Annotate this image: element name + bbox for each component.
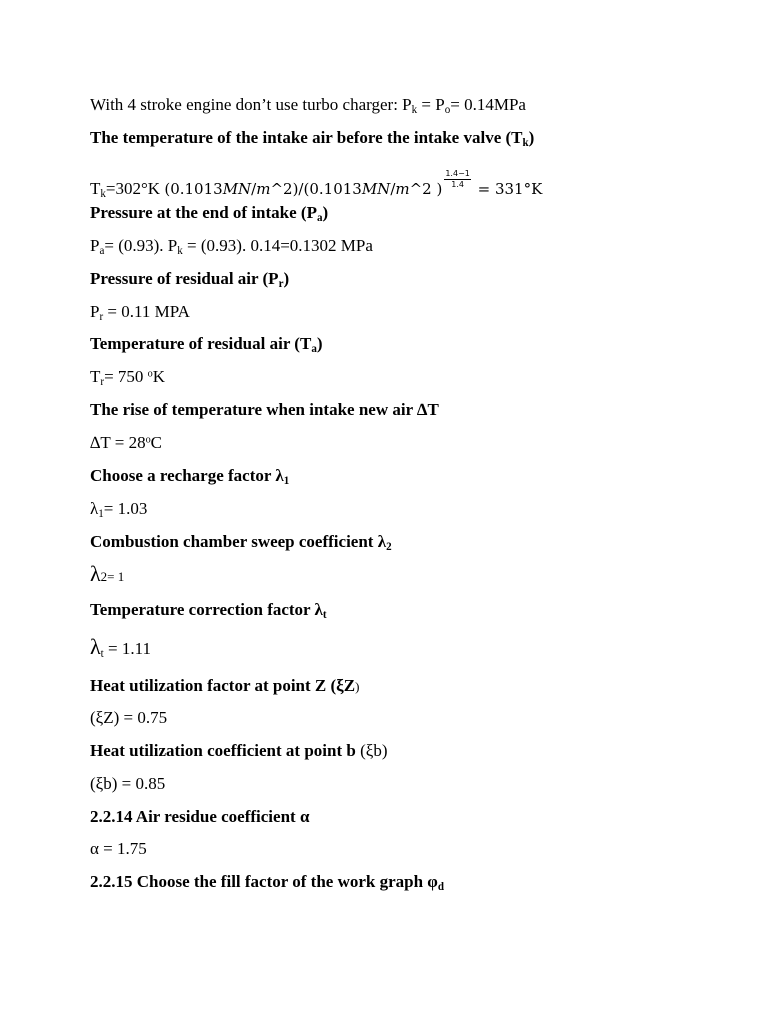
end-intake-pressure-heading: Pressure at the end of intake $(P_a)$: [90, 203, 329, 225]
fill-factor-heading: 2.2.15 Choose the fill factor of the work graph $\varphi_d$: [90, 872, 445, 894]
temperature-rise-value: $\Delta T = 28^oC$: [90, 433, 163, 452]
intake-pressure-line: With 4 stroke engine don’t use turbo charger: $P_k = P_o= 0.14MPa$: [90, 95, 526, 117]
intake-temperature-formula: $T_k=302^\circ K$ (0.1013MN/m^2)/(0.1013MN/m^2 ) $\frac{1.4-1}{1.4}$ = 331°K: [90, 169, 543, 200]
residual-temperature-heading: Temperature of residual air $(T_a)$: [90, 334, 323, 356]
recharge-factor-value: $\lambda_1= 1.03$: [90, 499, 148, 521]
temperature-rise-heading: The rise of temperature when intake new air ∆T: [90, 400, 439, 419]
sweep-coefficient-value: λ2= 1: [90, 561, 125, 586]
sweep-coefficient-heading: Combustion chamber sweep coefficient $\lambda_2$: [90, 532, 392, 554]
heat-utilization-z-value: (ξZ) = 0.75: [90, 708, 168, 727]
residual-pressure-value: $P_r = 0.11$ MPA: [90, 302, 190, 324]
exponent-fraction: $\frac{1.4-1}{1.4}$: [445, 169, 470, 189]
air-residue-value: α = 1.75: [90, 839, 147, 858]
residual-pressure-heading: Pressure of residual air $(P_r)$: [90, 269, 290, 291]
intake-temperature-heading: The temperature of the intake air before the intake valve $(T_k)$: [90, 128, 535, 150]
end-intake-pressure-value: $P_a= (0.93)$. $P_k = (0.93)$. 0.14=0.1302 MPa: [90, 236, 373, 258]
temperature-correction-value: $\lambda_t = 1.11$: [90, 634, 151, 661]
heat-utilization-z-heading: Heat utilization factor at point Z (ξZ): [90, 676, 360, 695]
heat-utilization-b-heading: Heat utilization coefficient at point b (ξb): [90, 741, 388, 760]
heat-utilization-b-value: (ξb) = 0.85: [90, 774, 166, 793]
recharge-factor-heading: Choose a recharge factor $\lambda_1$: [90, 466, 290, 488]
air-residue-heading: 2.2.14 Air residue coefficient α: [90, 807, 310, 826]
residual-temperature-value: $T_r= 750$ $^o$K: [90, 367, 166, 389]
temperature-correction-heading: Temperature correction factor $\lambda_t$: [90, 600, 327, 622]
